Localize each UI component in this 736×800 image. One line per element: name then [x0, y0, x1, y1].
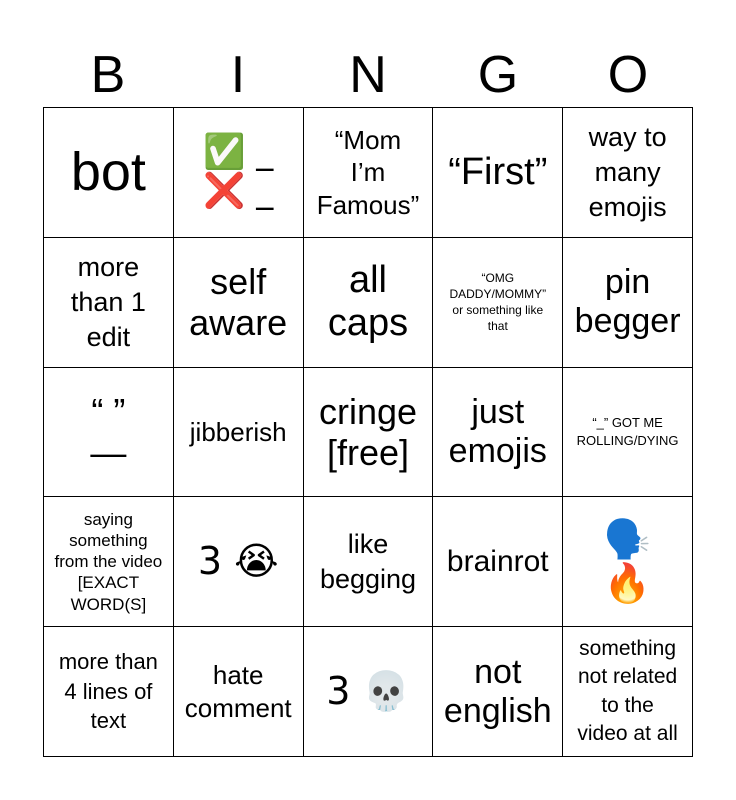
- bingo-cell-n3[interactable]: [304, 368, 434, 498]
- cell-text: more than 1 edit: [70, 251, 146, 352]
- cell-text: 🗣️ 🔥: [603, 517, 652, 605]
- bingo-cell-n2[interactable]: [304, 238, 434, 368]
- bingo-cell-i2[interactable]: [174, 238, 304, 368]
- bingo-cell-n5[interactable]: [304, 627, 434, 757]
- bingo-cell-b2[interactable]: [44, 238, 174, 368]
- header-letter-i: I: [230, 46, 246, 104]
- cell-text: “Mom I’m Famous”: [316, 124, 420, 220]
- cell-text: “First”: [448, 150, 548, 193]
- header-letter-g: G: [477, 46, 519, 104]
- cell-text: hate comment: [184, 660, 292, 723]
- cell-text: brainrot: [446, 544, 549, 578]
- bingo-cell-g4[interactable]: [433, 497, 563, 627]
- bingo-header: [43, 44, 693, 106]
- cell-text: all caps: [327, 258, 409, 345]
- bingo-cell-g1[interactable]: [433, 108, 563, 238]
- cell-text: “OMG DADDY/MOMMY” or something like that: [449, 270, 547, 334]
- cell-text: bot: [70, 141, 146, 202]
- cell-text: “_” GOT ME ROLLING/DYING: [576, 415, 679, 448]
- bingo-cell-i1[interactable]: [174, 108, 304, 238]
- bingo-cell-i3[interactable]: [174, 368, 304, 498]
- bingo-cell-o3[interactable]: [563, 368, 693, 498]
- bingo-cell-o4[interactable]: [563, 497, 693, 627]
- cell-text: more than 4 lines of text: [58, 649, 158, 734]
- cell-text: something not related to the video at all: [577, 636, 678, 745]
- cell-text: saying something from the video [EXACT WORD(S]: [54, 509, 163, 614]
- bingo-cell-o2[interactable]: [563, 238, 693, 368]
- cell-text: ✅ _ ❌ _: [203, 132, 274, 212]
- bingo-cell-b4[interactable]: [44, 497, 174, 627]
- bingo-cell-o1[interactable]: [563, 108, 693, 238]
- bingo-cell-n4[interactable]: [304, 497, 434, 627]
- cell-text: 3 💀: [326, 668, 410, 713]
- cell-text: 3 😭: [197, 538, 279, 583]
- bingo-cell-b1[interactable]: [44, 108, 174, 238]
- cell-text: self aware: [189, 260, 288, 344]
- cell-text: pin begger: [574, 263, 681, 341]
- cell-text: way to many emojis: [588, 121, 667, 222]
- cell-text: just emojis: [448, 392, 547, 470]
- bingo-cell-i4[interactable]: [174, 497, 304, 627]
- cell-text: not english: [443, 652, 552, 730]
- bingo-cell-g3[interactable]: [433, 368, 563, 498]
- bingo-cell-o5[interactable]: [563, 627, 693, 757]
- cell-text: “ ” —: [90, 390, 127, 473]
- header-letter-b: B: [90, 46, 126, 104]
- bingo-cell-b5[interactable]: [44, 627, 174, 757]
- bingo-cell-b3[interactable]: [44, 368, 174, 498]
- bingo-cell-i5[interactable]: [174, 627, 304, 757]
- bingo-cell-g5[interactable]: [433, 627, 563, 757]
- header-letter-o: O: [607, 46, 649, 104]
- bingo-cell-n1[interactable]: [304, 108, 434, 238]
- cell-text: cringe [free]: [318, 390, 418, 473]
- bingo-cell-g2[interactable]: [433, 238, 563, 368]
- cell-text: jibberish: [189, 416, 287, 447]
- cell-text: like begging: [319, 528, 417, 594]
- header-letter-n: N: [349, 46, 387, 104]
- bingo-grid: [43, 107, 693, 757]
